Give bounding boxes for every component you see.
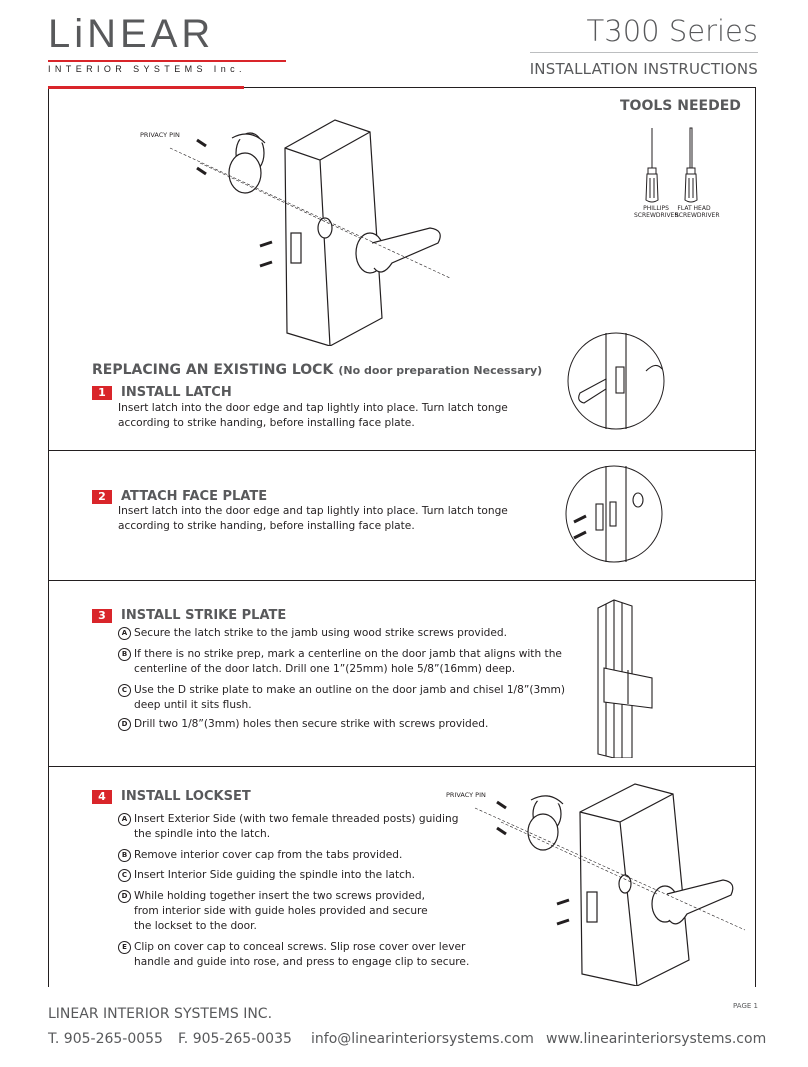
flat-head-label-line1: FLAT HEAD xyxy=(677,205,711,212)
step-4-item-d-letter: D xyxy=(118,890,131,903)
step-4-item-a xyxy=(121,812,459,842)
step-3-item-d xyxy=(121,717,489,732)
step-2-line1: Insert latch into the door edge and tap lightly into place. Turn latch tonge xyxy=(118,505,508,517)
replacing-title: REPLACING AN EXISTING LOCK xyxy=(92,362,334,378)
logo-red-rule xyxy=(48,60,286,62)
step-4-number-badge: 4 xyxy=(92,790,112,804)
step-3-item-c-line1: Use the D strike plate to make an outline on the door jamb and chisel 1/8”(3mm) xyxy=(134,684,565,696)
step-2-number-badge: 2 xyxy=(92,490,112,504)
step-4-item-e-line2: handle and guide into rose, and press to engage clip to secure. xyxy=(134,956,470,968)
step-1-number-badge: 1 xyxy=(92,386,112,400)
step-4-item-d-line1: While holding together insert the two screws provided, xyxy=(134,890,425,902)
step-3-number-badge: 3 xyxy=(92,609,112,623)
step-3-item-d-letter: D xyxy=(118,718,131,731)
step-2-heading xyxy=(92,486,267,505)
logo-subtitle: INTERIOR SYSTEMS Inc. xyxy=(48,64,246,74)
screwdrivers-illustration xyxy=(630,126,720,204)
step-3-item-a xyxy=(121,626,507,641)
step-4-item-b-letter: B xyxy=(118,849,131,862)
step-4-item-b xyxy=(121,848,403,863)
step-4-item-d-line2: from interior side with guide holes provided and secure xyxy=(134,905,428,917)
lockset-exploded-diagram-top xyxy=(160,118,460,346)
header-rule xyxy=(530,52,758,53)
step-4-item-d xyxy=(121,889,428,934)
step-4-item-e xyxy=(122,940,470,970)
footer-email[interactable]: info@linearinteriorsystems.com xyxy=(311,1031,534,1047)
step-4-item-e-line1: Clip on cover cap to conceal screws. Slip rose cover over lever xyxy=(134,941,466,953)
section-divider-3 xyxy=(48,766,756,767)
replacing-heading xyxy=(92,359,542,378)
section-divider-1 xyxy=(48,450,756,451)
tools-needed-title: TOOLS NEEDED xyxy=(620,98,741,114)
phillips-label-line1: PHILLIPS xyxy=(643,205,669,212)
flat-head-label xyxy=(675,205,720,219)
latch-detail-diagram xyxy=(566,331,666,431)
phillips-screwdriver-icon xyxy=(646,128,658,202)
step-3-item-c-line2: deep until it sits flush. xyxy=(134,699,252,711)
step-4-heading xyxy=(92,786,251,805)
footer-fax: F. 905-265-0035 xyxy=(178,1031,292,1047)
privacy-pin-label-top: PRIVACY PIN xyxy=(140,131,180,139)
step-4-item-b-line1: Remove interior cover cap from the tabs provided. xyxy=(134,849,403,861)
step-3-item-b-line2: centerline of the door latch. Drill one 1”(25mm) hole 5/8”(16mm) deep. xyxy=(134,663,516,675)
step-4-item-a-line2: the spindle into the latch. xyxy=(134,828,271,840)
door-jamb-strike-diagram xyxy=(592,598,658,758)
phillips-label-line2: SCREWDRIVER xyxy=(634,212,679,219)
face-plate-detail-diagram xyxy=(564,464,664,564)
company-logo xyxy=(48,14,288,74)
step-4-item-a-letter: A xyxy=(118,813,131,826)
step-4-item-c-line1: Insert Interior Side guiding the spindle into the latch. xyxy=(134,869,416,881)
step-4-item-c-letter: C xyxy=(118,869,131,882)
step-3-item-b xyxy=(121,647,562,677)
step-3-title: INSTALL STRIKE PLATE xyxy=(121,608,287,623)
lockset-exploded-diagram-bottom xyxy=(465,782,755,986)
phillips-label xyxy=(634,205,678,219)
flat-head-screwdriver-icon xyxy=(685,128,697,202)
frame-accent-bar xyxy=(48,86,244,89)
step-4-item-a-line1: Insert Exterior Side (with two female threaded posts) guiding xyxy=(134,813,459,825)
step-3-item-d-line1: Drill two 1/8”(3mm) holes then secure strike with screws provided. xyxy=(134,718,489,730)
step-4-item-c xyxy=(121,868,416,883)
step-4-item-e-letter: E xyxy=(118,941,131,954)
step-2-title: ATTACH FACE PLATE xyxy=(121,489,268,504)
series-title: T300 Series xyxy=(586,14,758,48)
section-divider-2 xyxy=(48,580,756,581)
step-3-item-a-letter: A xyxy=(118,627,131,640)
step-1-line1: Insert latch into the door edge and tap lightly into place. Turn latch tonge xyxy=(118,402,508,414)
step-2-line2: according to strike handing, before installing face plate. xyxy=(118,520,415,532)
step-3-item-a-line1: Secure the latch strike to the jamb using wood strike screws provided. xyxy=(134,627,507,639)
step-3-item-c xyxy=(121,683,565,713)
step-1-heading xyxy=(92,382,232,401)
document-subtitle: INSTALLATION INSTRUCTIONS xyxy=(529,60,758,78)
step-4-title: INSTALL LOCKSET xyxy=(121,789,251,804)
step-3-item-b-letter: B xyxy=(118,648,131,661)
step-2-body xyxy=(118,504,508,534)
flat-head-label-line2: SCREWDRIVER xyxy=(675,212,720,219)
logo-wordmark: LiNEAR xyxy=(48,12,215,56)
replacing-note: (No door preparation Necessary) xyxy=(338,364,543,377)
step-4-item-d-line3: the lockset to the door. xyxy=(134,920,257,932)
footer-phone: T. 905-265-0055 xyxy=(48,1031,163,1047)
step-3-item-b-line1: If there is no strike prep, mark a centerline on the door jamb that aligns with the xyxy=(134,648,562,660)
step-3-item-c-letter: C xyxy=(118,684,131,697)
privacy-pin-label-bottom: PRIVACY PIN xyxy=(446,791,486,799)
step-1-title: INSTALL LATCH xyxy=(121,385,232,400)
step-1-line2: according to strike handing, before installing face plate. xyxy=(118,417,415,429)
footer-company: LINEAR INTERIOR SYSTEMS INC. xyxy=(48,1006,273,1022)
page-number: PAGE 1 xyxy=(733,1002,758,1010)
step-1-body xyxy=(118,401,508,431)
footer-website[interactable]: www.linearinteriorsystems.com xyxy=(546,1031,767,1047)
step-3-heading xyxy=(92,605,286,624)
